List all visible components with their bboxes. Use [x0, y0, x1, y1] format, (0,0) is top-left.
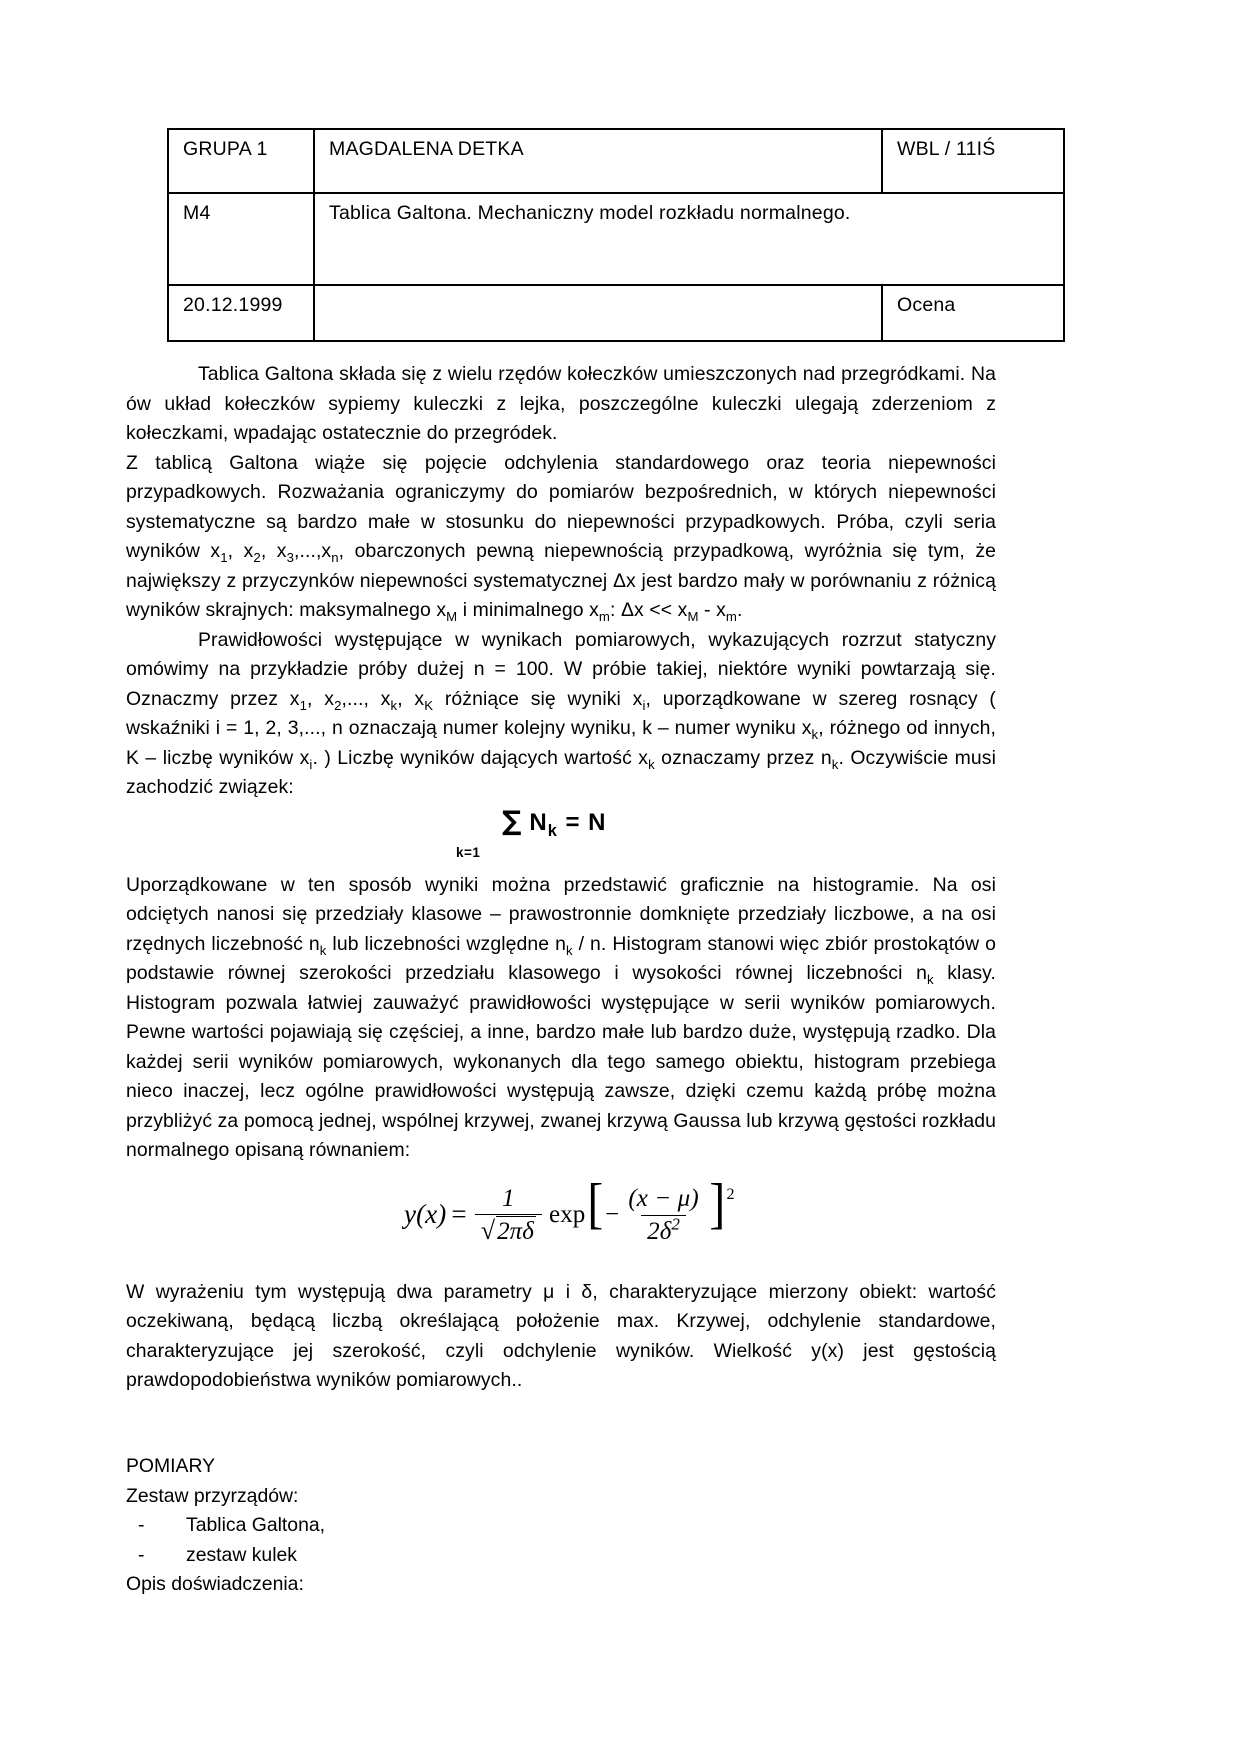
sub-k6: k [565, 942, 573, 958]
gauss-exp-numerator: (x − μ) [628, 1185, 699, 1212]
paragraph-uncertainty: Z tablicą Galtona wiąże się pojęcie odchylenia standardowego oraz teoria niepewności przypadkowych. Rozważania ograniczymy do pomiarów bezpośrednich, w których niepewności systematyczne są bardzo małe w stosunku do niepewności przypadkowych. Próba, czyli seria wyników $x_1$, $x_2$, $x_3,...,x_n$, obarczonych pewną niepewnością przypadkową, wyróżnia się tym, że największy z przyczynków niepewności systematycznej Δx jest bardzo mały w porównaniu z różnicą wyników skrajnych: maksymalnego $x_M$ i minimalnego $x_m$: $\Delta x << x_M - x_m$. [126, 451, 997, 624]
p2-tail5: . [736, 599, 743, 621]
sum-subscript: k [547, 821, 558, 840]
gauss-bracket-group [586, 1173, 735, 1246]
sub-K: K [424, 697, 434, 713]
gauss-exp-minus: − [605, 1201, 620, 1229]
sub-k4: k [831, 756, 839, 772]
gauss-exp-den-sup: 2 [671, 1214, 681, 1234]
sum-formula [126, 805, 996, 867]
sub-1: 1 [220, 549, 228, 565]
p3-e: różniące się wyniki x [433, 687, 643, 710]
p3-f: , uporządkowane w szereg rosnący ( wskaźniki i = 1, 2, 3,..., n oznaczają numer kolejny wyniku, k – numer wyniku x [126, 687, 996, 739]
sub-M: M [446, 608, 458, 624]
cell-exercise-title: Tablica Galtona. Mechaniczny model rozkładu normalnego. [314, 193, 1064, 285]
paragraph-regularities [126, 626, 996, 803]
p4-b: lub liczebności względne n [326, 932, 566, 955]
table-row [168, 285, 1064, 341]
gaussian-expression [404, 1173, 735, 1247]
gauss-exp-denominator [641, 1215, 686, 1247]
gauss-lhs: y(x) [404, 1199, 447, 1230]
p3-g: , różnego od innych, K – liczbę wyników x [126, 717, 996, 769]
p3-d: , x [397, 687, 425, 710]
list-bullet: - [138, 1514, 145, 1536]
p2-tail: obarczonych pewną niepewnością przypadkową, wyróżnia się tym, że największy z przyczynków niepewności systematycznej Δx jest bardzo mały w porównaniu z różnicą wyników skrajnych: maksymalnego x [126, 540, 997, 621]
gauss-bracket-superscript: 2 [726, 1186, 735, 1203]
radical-icon: √ [480, 1216, 496, 1245]
sub-3: 3 [286, 549, 294, 565]
p3-j: . Oczywiście musi zachodzić związek: [126, 746, 997, 798]
pomiary-heading: POMIARY [126, 1455, 216, 1477]
sub-2b: 2 [334, 697, 342, 713]
list-bullet: - [138, 1543, 145, 1566]
cell-exercise-code: M4 [168, 193, 314, 285]
gauss-denom-body: 2πδ [497, 1218, 535, 1245]
p4-text: Uporządkowane w ten sposób wyniki można przedstawić graficznie na histogramie. Na osi odciętych nanosi się przedziały klasowe – prawostronnie domknięte przedziały liczbowe, a na osi rzędnych liczebność n [126, 873, 996, 955]
p2-sep2: , x [260, 540, 287, 562]
cell-empty [314, 285, 882, 341]
p3-i: oznaczamy przez n [654, 746, 832, 769]
p2-text: Z tablicą Galtona wiąże się pojęcie odchylenia standardowego oraz teoria niepewności przypadkowych. Rozważania ograniczymy do pomiarów bezpośrednich, w których niepewności systematyczne są bardzo małe w stosunku do niepewności przypadkowych. Próba, czyli seria wyników x [126, 451, 996, 562]
p2-sep1: , x [227, 540, 254, 562]
sum-rhs: = N [565, 808, 607, 836]
sub-k: k [390, 697, 398, 713]
report-body [126, 360, 996, 1396]
p4-c: / n. Histogram stanowi więc zbiór prostokątów o podstawie równej szerokości przedziału klasowego i wysokości równej liczebności n [126, 932, 996, 984]
gauss-exp-fraction [622, 1184, 704, 1246]
cell-date: 20.12.1999 [168, 285, 314, 341]
sub-2: 2 [253, 549, 261, 565]
cell-group: GRUPA 1 [168, 129, 314, 193]
cell-faculty-code: WBL / 11IŚ [882, 129, 1064, 193]
p2-tail4: - x [698, 599, 726, 621]
list-item-label: zestaw kulek [186, 1543, 298, 1566]
pomiary-footer: Opis doświadczenia: [126, 1573, 304, 1595]
sub-i2: i [309, 756, 313, 772]
sum-variable: N [529, 808, 548, 836]
paragraph-intro: Tablica Galtona składa się z wielu rzędów kołeczków umieszczonych nad przegródkami. Na ów układ kołeczków sypiemy kuleczki z lejka, poszczególne kuleczki ulegają zderzeniom z kołeczkami, wpadając ostatecznie do przegródek. [126, 363, 996, 444]
p2-tail3: : Δx << x [610, 599, 688, 621]
sub-k7: k [926, 971, 934, 987]
gauss-exp-den-base: 2δ [647, 1217, 672, 1245]
sum-lower-limit: k=1 [456, 844, 481, 860]
bracket-close-icon: ] [709, 1173, 726, 1235]
pomiary-section [126, 1452, 726, 1600]
table-row [168, 193, 1064, 285]
p3-b: , x [307, 687, 335, 710]
sub-M2: M [687, 608, 699, 624]
bracket-open-icon: [ [587, 1173, 604, 1235]
sub-m: m [598, 608, 611, 624]
paragraph-histogram [126, 871, 996, 1166]
p2-tail2: i minimalnego x [457, 599, 599, 621]
sub-k2: k [811, 726, 819, 742]
sub-1b: 1 [299, 697, 308, 713]
sub-m2: m [725, 608, 737, 624]
list-item-label: Tablica Galtona, [186, 1514, 326, 1536]
gauss-exp-label: exp [549, 1201, 586, 1229]
sum-expression [502, 807, 607, 838]
sub-k5: k [319, 942, 327, 958]
p3-c: ,..., x [341, 687, 391, 710]
sub-n: n [331, 549, 339, 565]
list-item [126, 1511, 726, 1541]
gaussian-equation [126, 1173, 996, 1272]
cell-grade: Ocena [882, 285, 1064, 341]
p2-sep3: ,...,x [294, 540, 332, 562]
sigma-icon: ∑ [502, 805, 523, 837]
cell-student-name: MAGDALENA DETKA [314, 129, 882, 193]
gauss-main-fraction [475, 1184, 542, 1247]
gauss-equals: = [451, 1199, 467, 1230]
pomiary-subheading: Zestaw przyrządów: [126, 1484, 299, 1507]
report-header-table [167, 128, 1065, 342]
p4-d: klasy. Histogram pozwala łatwiej zauważyć prawidłowości występujące w serii wyników pomiarowych. Pewne wartości pojawiają się częściej, a inne, bardzo małe lub bardzo duże, występują rzadko. Dla każdej serii wyników pomiarowych, wykonanych dla tego samego obiektu, histogram przebiega nieco inaczej, lecz ogólne prawidłowości występują zawsze, dzięki czemu każdą próbę można przybliżyć za pomocą jednej, wspólnej krzywej, zwanej krzywą Gaussa lub krzywą gęstości rozkładu normalnego opisaną równaniem: [126, 962, 996, 1161]
sub-i: i [642, 697, 646, 713]
gauss-numerator: 1 [502, 1184, 515, 1212]
list-item [126, 1541, 726, 1571]
paragraph-parameters: W wyrażeniu tym występują dwa parametry μ i δ, charakteryzujące mierzony obiekt: wartość oczekiwaną, będącą liczbą określającą położenie max. Krzywej, odchylenie standardowe, charakteryzujące jej szerokość, czyli odchylenie wyników. Wielkość y(x) jest gęstością prawdopodobieństwa wyników pomiarowych.. [126, 1280, 996, 1391]
sub-k3: k [648, 756, 655, 772]
gauss-denominator [475, 1214, 542, 1247]
table-row [168, 129, 1064, 193]
p3-h: . ) Liczbę wyników dających wartość x [312, 746, 649, 769]
p3-text: Prawidłowości występujące w wynikach pomiarowych, wykazujących rozrzut statyczny omówimy na przykładzie próby dużej n = 100. W próbie takiej, niektóre wyniki powtarzają się. Oznaczmy przez x [126, 628, 996, 710]
